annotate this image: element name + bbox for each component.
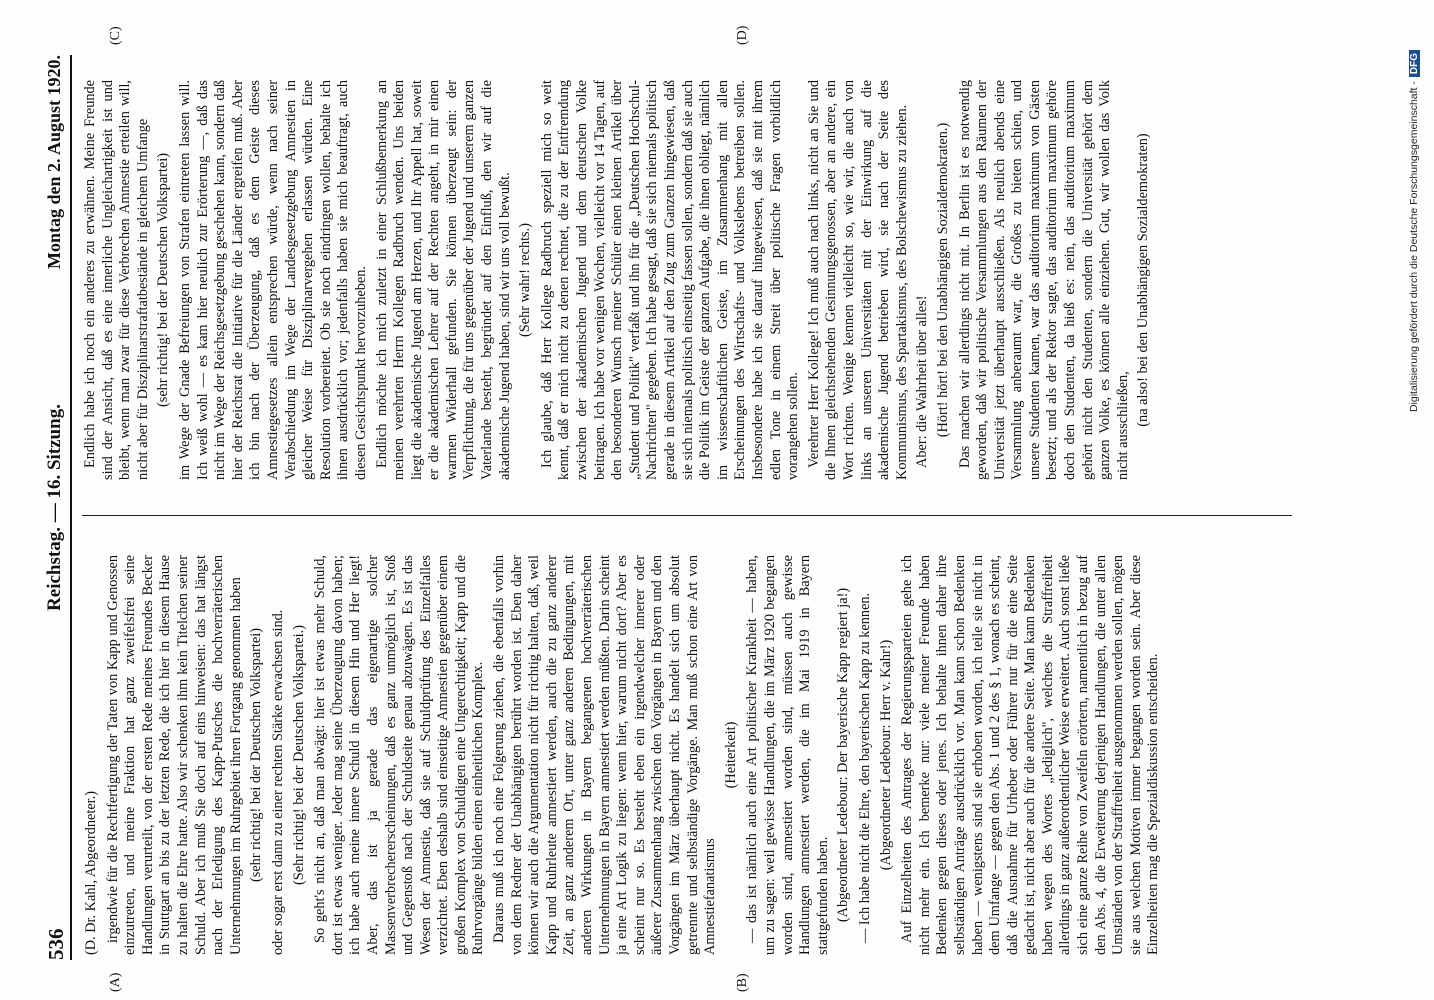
header-rule (70, 55, 72, 960)
paragraph: Ich glaube, daß Herr Kollege Radbruch speziell mich so weit kennt, daß er mich nicht zu denen rechnet, die zu der Entfremdung zwischen der akademischen Jugend und dem deutschen Volke beitragen. Ich habe vor wenigen Wochen, vielleicht vor 14 Tagen, auf den besonderen Wunsch meiner Schüler einen kleinen Artikel über „Student und Politik" verfaßt und ihn für die „Deutschen Hochschul-Nachrichten" gegeben. Ich habe gesagt, daß sie sich niemals politisch gerade in diesem Artikel auf den Zug zum Ganzen hingewiesen, daß sie sich niemals politisch einseitig fassen sollen, sondern daß sie auch die Politik im Geiste der ganzen Aufgabe, die ihnen obliegt, nämlich im wissenschaftlichen Geiste, im Zusammenhang mit allen Erscheinungen des Wirtschafts- und Volkslebens betreiben sollen. Insbesondere habe ich sie darauf hingewiesen, daß sie mit ihrem edlen Tone in einem Streit über politische Fragen vorbildlich vorangehen sollen. (538, 80, 802, 480)
left-column (82, 555, 1292, 955)
speaker-line: (D. Dr. Kahl, Abgeordneter.) (83, 791, 99, 955)
paragraph: im Wege der Gnade Befreiungen von Strafen eintreten lassen will. Ich weiß wohl — es kam hier neulich zur Erörterung —, daß das nicht im Wege der Reichsgesetzgebung geschehen kann, sondern daß hier der Reichsrat die Initiative für die Länder ergreifen muß. Aber ich bin nach der Überzeugung, daß es dem Geiste dieses Amnestiegesetzes allein entsprechen würde, wenn nach seiner Verabschiedung im Wege der Landesgesetzgebung Amnestien in gleicher Weise für Disziplinarvergehen erlassen würden. Eine Resolution vorbereitet. Ob sie noch eindringen wollen, behalte ich ihnen ausdrücklich vor; jedenfalls haben sie mich beauftragt, auch diesen Gesichtspunkt hervorzuheben. (176, 80, 369, 480)
interjection: (Abgeordneter Ledebour: Der bayerische Kapp regiert ja!) (835, 587, 852, 923)
interjection: (sehr richtig! bei der Deutschen Volkspartei) (248, 628, 265, 882)
margin-marker-a: (A) (108, 972, 123, 992)
interjection: (Sehr richtig! bei der Deutschen Volkspartei.) (290, 625, 307, 885)
paragraph: — das ist nämlich auch eine Art politischer Krankheit — haben, um zu sagen: weil gewisse Handlungen, die im März 1920 begangen worden sind, amnestiert worden sind, müssen auch gewisse Handlungen amnestiert werden, die im Mai 1919 in Bayern stattgefunden haben. (744, 555, 831, 955)
column-divider (82, 515, 1292, 516)
paragraph: irgendwie für die Rechtfertigung der Taten von Kapp und Genossen einzutreten, und meine Fraktion hat ganz zweifelsfrei seine Handlungen verurteilt, von der ersten Rede meines Freundes Becker in Stuttgart an bis zu der letzten Rede, die ich hier in diesem Hause zu halten die Ehre hatte. Also wir schenken ihm kein Titelchen seiner Schuld. Aber ich muß Sie doch auf eins hinweisen: das hat längst nach der Erledigung des Kapp-Putsches die hochverräterischen Unternehmungen im Ruhrgebiet ihren Fortgang genommen haben (104, 555, 244, 955)
paragraph: Endlich möchte ich mich zuletzt in einer Schlußbemerkung an meinen verehrten Herrn Kollegen Radbruch wenden. Uns beiden liegt die akademische Jugend am Herzen, und Ihr Appell hat, soweit er die akademischen Lehrer auf der Rechten angeht, in mir einen warmen Widerhall gefunden. Sie können überzeugt sein: der Verpflichtung, die für uns gegenüber der Jugend und unserem ganzen Vaterlande besteht, begründet auf den Einfluß, den wir auf die akademische Jugend haben, sind wir uns voll bewußt. (373, 80, 513, 480)
interjection: (Hört! hört! bei den Unabhängigen Sozialdemokraten.) (934, 122, 951, 438)
date-label: Montag den 2. August 1920. (44, 55, 64, 270)
paragraph: oder sogar erst dann zu einer rechten Stärke erwachsen sind. (269, 609, 286, 955)
session-label: Reichstag. — 16. Sitzung. (44, 404, 65, 611)
paragraph: — Ich habe nicht die Ehre, den bayerischen Kapp zu kennen. (856, 592, 873, 943)
paragraph: Daraus muß ich noch eine Folgerung ziehen, die ebenfalls vorhin von dem Redner der Unabhängigen berührt worden ist. Eben daher können wir auch die Argumentation nicht für richtig halten, daß, weil Kapp und Ruhrleute amnestiert werden, auch die zu ganz anderer Zeit, an ganz anderem Ort, unter ganz anderen Bedingungen, mit anderen Wirkungen in Bayern begangenen hochverräterischen Unternehmungen in Bayern amnestiert werden müßten. Darin scheint ja eine Art Logik zu liegen: wenn hier, warum nicht dort? Aber es scheint nur so. Es besteht eben ein irgendwelcher innerer oder äußerer Zusammenhang zwischen den Vorgängen in Bayern und den Vorgängen im März überhaupt nicht. Es handelt sich um absolut getrennte und selbständige Vorgänge. Man muß schon eine Art von Amnestiefanatismus (491, 555, 719, 955)
page-header (40, 55, 70, 960)
paragraph: Das machen wir allerdings nicht mit. In Berlin ist es notwendig geworden, daß wir politische Versammlungen aus den Räumen der Universität jetzt überhaupt ausschließen. Als neulich abends eine Versammlung anberaumt war, die Großes zu bieten schien, und unsere Studenten kamen, war das auditorium maximum von Gästen besetzt; und als der Rektor sagte, das auditorium maximum gehöre doch den Studenten, da hieß es: nein, das auditorium maximum gehört nicht den Studenten, sondern die Universität gehört dem ganzen Volke, es können alle einziehen. Gut, wir wollen das Volk nicht ausschließen, (956, 80, 1131, 480)
margin-marker-b: (B) (735, 973, 750, 992)
paragraph: So geht's nicht an, daß man abwägt: hier ist etwas mehr Schuld, dort ist etwas weniger. Jeder mag seine Überzeugung davon haben; ich habe auch meine innere Schuld in diesem Hin und Her liegt! Aber, das ist ja gerade das eigenartige solcher Massenverbrechererscheinungen, daß es ganz unmöglich ist, Stoß und Gegenstoß nach der Schuldseite genau abzuwägen. Es ist das Wesen der Amnestie, daß sie auf Schuldprüfung des Einzelfalles verzichtet. Eben deshalb sind einseitige Amnestien gegenüber einem großen Komplex von Schuldigen eine Ungerechtigkeit; Kapp und die Ruhrvorgänge bilden einen einheitlichen Komplex. (312, 555, 487, 955)
paragraph: Auf Einzelheiten des Antrages der Regierungsparteien gehe ich nicht mehr ein. Ich bemerke nur: viele meiner Freunde haben Bedenken gegen dieses oder jenes. Ich behalte ihnen daher ihre selbständigen Anträge ausdrücklich vor. Man kann schon Bedenken haben — wenigstens sind sie erhoben worden, ich teile sie nicht in dem Umfange — gegen den Abs. 1 und 2 des § 1, wonach es scheint, daß die Ausnahme für Urheber oder Führer nur für die eine Seite gedacht ist, nicht aber auch für die andere Seite. Man kann Bedenken haben wegen des Wortes „lediglich", welches die Straffreiheit allerdings in ganz außerordentlicher Weise erweitert. Auch sonst ließe sich eine ganze Reihe von Zweifeln erörtern, namentlich in bezug auf den Abs. 4, die Erweiterung derjenigen Handlungen, die unter allen Umständen von der Straffreiheit ausgenommen werden sollen, mögen sie aus welchen Motiven immer begangen worden sein. Aber diese Einzelheiten mag die Spezialdiskussion entscheiden. (899, 555, 1162, 955)
interjection: (sehr richtig! bei der Deutschen Volkspartei) (155, 153, 172, 407)
dfg-logo: DFG (1409, 50, 1420, 77)
paragraph: Aber: die Wahrheit über alles! (914, 295, 931, 468)
digitization-credit (1408, 50, 1420, 870)
interjection: (Abgeordneter Ledebour: Herr v. Kahr!) (877, 639, 894, 871)
margin-marker-c: (C) (108, 26, 123, 45)
paragraph: Verehrter Herr Kollege! Ich muß auch nach links, nicht an Sie und die Ihnen gleichstehenden Gesinnungsgenossen, aber an andere, ein Wort richten. Wenige kennen vielleicht so, wie wir, die auch von links an unseren Universitäten mit der Einwirkung auf die akademische Jugend betrieben wird, sie nach der Seite des Kommunismus, des Spartakismus, des Bolschewismus zu ziehen. (805, 80, 910, 480)
margin-marker-d: (D) (735, 25, 750, 45)
credit-text: Digitalisierung gefördert durch die Deutsche Forschungsgemeinschaft - (1408, 81, 1420, 413)
right-column (82, 80, 1292, 480)
interjection: (na also! bei den Unabhängigen Sozialdemokraten) (1135, 133, 1152, 427)
page-number: 536 (44, 928, 68, 960)
paragraph: Endlich habe ich noch ein anderes zu erwähnen. Meine Freunde sind der Ansicht, daß es eine innerliche Ungleichartigkeit ist und bleibt, wenn man zwar für diese Verbrechen Amnestie erteilen will, nicht aber für Disziplinarstraftatbestände in gleichem Umfange (82, 80, 151, 480)
interjection: (Sehr wahr! rechts.) (517, 223, 534, 337)
interjection: (Heiterkeit) (722, 721, 739, 789)
